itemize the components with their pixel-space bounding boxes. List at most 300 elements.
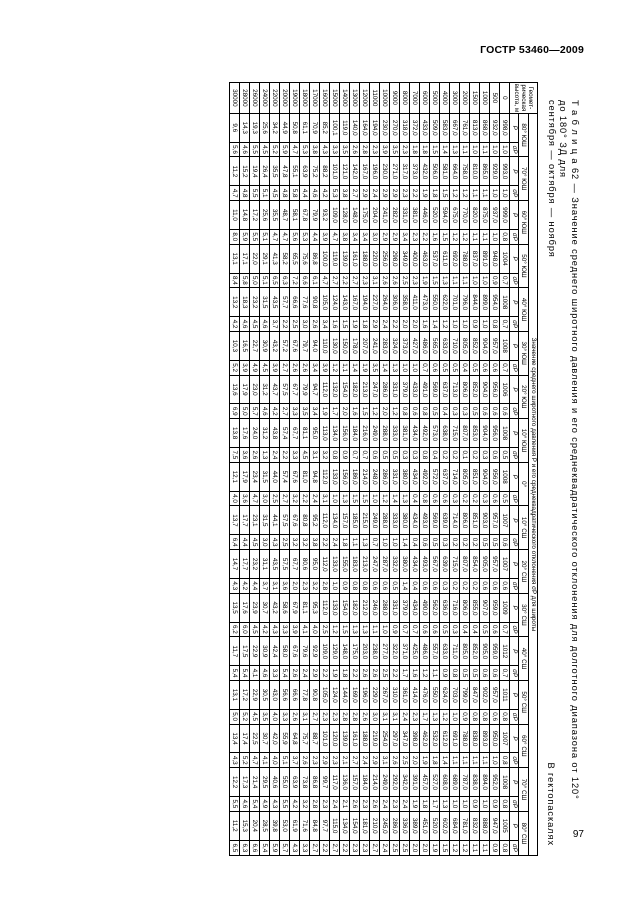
pressure-cell: 64,8 bbox=[289, 724, 299, 753]
sigma-cell: 0,5 bbox=[429, 404, 439, 419]
sigma-cell: 3,4 bbox=[399, 229, 409, 244]
pressure-cell: 31,1 bbox=[259, 550, 269, 579]
pressure-cell: 22,9 bbox=[249, 637, 259, 666]
sigma-cell: 4,5 bbox=[259, 360, 269, 375]
sigma-cell: 1,9 bbox=[419, 186, 429, 201]
pressure-cell: 342,0 bbox=[399, 768, 409, 797]
pressure-cell: 381,0 bbox=[399, 419, 409, 448]
pressure-cell: 959,0 bbox=[489, 637, 499, 666]
sigma-cell: 1,9 bbox=[359, 360, 369, 375]
sigma-cell: 1,1 bbox=[469, 753, 479, 768]
sigma-cell: 1,0 bbox=[449, 317, 459, 332]
sigma-cell: 2,7 bbox=[329, 840, 339, 855]
pressure-cell: 569,0 bbox=[429, 506, 439, 535]
pressure-cell: 581,0 bbox=[439, 157, 449, 186]
pressure-cell: 13,2 bbox=[229, 288, 239, 317]
pressure-cell: 13,4 bbox=[229, 724, 239, 753]
pressure-cell: 238,0 bbox=[369, 637, 379, 666]
altitude-cell: 8000 bbox=[399, 83, 409, 114]
sigma-cell: 2,0 bbox=[379, 404, 389, 419]
sigma-cell: 1,9 bbox=[329, 666, 339, 681]
pressure-cell: 692,0 bbox=[449, 244, 459, 273]
sigma-cell: 0,6 bbox=[429, 578, 439, 593]
pressure-cell: 947,0 bbox=[489, 811, 499, 840]
pressure-cell: 770,0 bbox=[459, 201, 469, 230]
sigma-cell: 0,9 bbox=[469, 317, 479, 332]
sigma-cell: 0,5 bbox=[389, 448, 399, 463]
sigma-cell: 2,3 bbox=[399, 186, 409, 201]
pressure-cell: 271,0 bbox=[389, 157, 399, 186]
sigma-cell: 3,1 bbox=[299, 709, 309, 724]
pressure-cell: 184,0 bbox=[349, 419, 359, 448]
sigma-cell: 3,7 bbox=[259, 578, 269, 593]
sigma-cell: 2,4 bbox=[379, 840, 389, 855]
pressure-cell: 229,0 bbox=[369, 680, 379, 709]
pressure-cell: 332,0 bbox=[389, 550, 399, 579]
pressure-cell: 788,0 bbox=[459, 244, 469, 273]
pressure-cell: 899,0 bbox=[479, 288, 489, 317]
sigma-cell: 3,8 bbox=[339, 186, 349, 201]
latitude-header: 80° СШ bbox=[519, 811, 528, 855]
pressure-cell: 853,0 bbox=[469, 419, 479, 448]
sigma-cell: 0,9 bbox=[439, 666, 449, 681]
pressure-cell: 109,0 bbox=[329, 201, 339, 230]
sigma-cell: 0,3 bbox=[459, 404, 469, 419]
pressure-cell: 22,7 bbox=[249, 331, 259, 360]
table-row bbox=[369, 83, 379, 856]
pressure-cell: 336,0 bbox=[399, 811, 409, 840]
pressure-cell: 434,0 bbox=[409, 462, 419, 491]
sigma-cell: 0,6 bbox=[409, 404, 419, 419]
pressure-cell: 371,0 bbox=[399, 637, 409, 666]
sigma-cell: 4,3 bbox=[319, 142, 329, 157]
pressure-cell: 799,0 bbox=[459, 680, 469, 709]
pressure-cell: 14,3 bbox=[239, 113, 249, 142]
pressure-cell: 639,0 bbox=[439, 550, 449, 579]
sigma-cell: 0,5 bbox=[379, 448, 389, 463]
sigma-cell: 0,6 bbox=[479, 578, 489, 593]
pressure-cell: 212,0 bbox=[359, 593, 369, 622]
pressure-cell: 433,0 bbox=[419, 113, 429, 142]
sigma-cell: 2,7 bbox=[309, 709, 319, 724]
sigma-cell: 3,0 bbox=[259, 535, 269, 550]
sigma-cell: 1,8 bbox=[339, 535, 349, 550]
pressure-cell: 427,0 bbox=[409, 331, 419, 360]
sigma-cell: 0,3 bbox=[409, 448, 419, 463]
sigma-cell: 6,1 bbox=[309, 273, 319, 288]
pressure-cell: 29,5 bbox=[259, 768, 269, 797]
pressure-cell: 184,0 bbox=[359, 768, 369, 797]
sigma-cell: 2,5 bbox=[389, 840, 399, 855]
sigma-cell: 4,4 bbox=[299, 186, 309, 201]
sigma-cell: 4,5 bbox=[269, 186, 279, 201]
sigma-cell: 0,8 bbox=[499, 840, 509, 855]
sigma-cell: 0,8 bbox=[399, 404, 409, 419]
pressure-cell: 758,0 bbox=[459, 157, 469, 186]
sigma-cell: 4,1 bbox=[249, 666, 259, 681]
pressure-cell: 22,9 bbox=[249, 680, 259, 709]
pressure-cell: 701,0 bbox=[449, 288, 459, 317]
pressure-cell: 318,0 bbox=[399, 113, 409, 142]
pressure-cell: 140,0 bbox=[349, 113, 359, 142]
sigma-cell: 6,6 bbox=[299, 273, 309, 288]
pressure-cell: 433,0 bbox=[409, 375, 419, 404]
sigma-cell: 3,6 bbox=[239, 448, 249, 463]
pressure-cell: 537,0 bbox=[429, 244, 439, 273]
sigma-cell: 1,1 bbox=[479, 229, 489, 244]
pressure-cell: 17,2 bbox=[249, 201, 259, 230]
pressure-cell: 703,0 bbox=[449, 680, 459, 709]
pressure-cell: 43,5 bbox=[269, 288, 279, 317]
sigma-cell: 2,4 bbox=[379, 317, 389, 332]
sigma-cell: 0,5 bbox=[469, 360, 479, 375]
sigma-cell: 5,7 bbox=[249, 404, 259, 419]
pressure-cell: 154,0 bbox=[339, 375, 349, 404]
sigma-cell: 0,8 bbox=[449, 666, 459, 681]
sigma-cell: 2,6 bbox=[389, 273, 399, 288]
sigma-cell: 2,7 bbox=[369, 840, 379, 855]
pressure-cell: 55,1 bbox=[289, 157, 299, 186]
sigma-cell: 0,5 bbox=[499, 448, 509, 463]
pressure-cell: 25,6 bbox=[259, 113, 269, 142]
pressure-cell: 550,0 bbox=[429, 680, 439, 709]
pressure-cell: 148,0 bbox=[349, 201, 359, 230]
sigma-subheader: σP bbox=[509, 229, 518, 244]
pressure-subheader: P bbox=[509, 593, 518, 622]
pressure-cell: 39,8 bbox=[269, 811, 279, 840]
sigma-cell: 1,0 bbox=[499, 186, 509, 201]
pressure-cell: 569,0 bbox=[429, 375, 439, 404]
sigma-cell: 4,3 bbox=[269, 797, 279, 812]
sigma-cell: 0,7 bbox=[409, 622, 419, 637]
rotated-table-block bbox=[46, 82, 582, 856]
altitude-cell: 0 bbox=[499, 83, 509, 114]
table-row bbox=[319, 83, 329, 856]
pressure-cell: 434,0 bbox=[409, 419, 419, 448]
sigma-subheader: σP bbox=[509, 578, 518, 593]
pressure-cell: 902,0 bbox=[479, 680, 489, 709]
sigma-cell: 1,0 bbox=[449, 709, 459, 724]
altitude-cell: 2000 bbox=[459, 83, 469, 114]
altitude-cell: 28000 bbox=[239, 83, 249, 114]
sigma-cell: 4,2 bbox=[319, 186, 329, 201]
pressure-cell: 13,1 bbox=[229, 680, 239, 709]
pressure-cell: 157,0 bbox=[349, 768, 359, 797]
pressure-cell: 379,0 bbox=[399, 375, 409, 404]
sigma-subheader: σP bbox=[509, 622, 518, 637]
sigma-cell: 2,3 bbox=[409, 709, 419, 724]
sigma-cell: 6,9 bbox=[229, 404, 239, 419]
altitude-cell: 5000 bbox=[429, 83, 439, 114]
pressure-cell: 220,0 bbox=[369, 244, 379, 273]
pressure-cell: 67,6 bbox=[289, 506, 299, 535]
sigma-cell: 0,6 bbox=[369, 448, 379, 463]
pressure-cell: 88,7 bbox=[309, 724, 319, 753]
pressure-cell: 716,0 bbox=[449, 593, 459, 622]
sigma-cell: 2,1 bbox=[339, 753, 349, 768]
sigma-cell: 2,9 bbox=[379, 229, 389, 244]
pressure-cell: 473,0 bbox=[419, 288, 429, 317]
pressure-cell: 310,0 bbox=[389, 680, 399, 709]
sigma-cell: 0,4 bbox=[459, 622, 469, 637]
table-row bbox=[289, 83, 299, 856]
pressure-cell: 13,7 bbox=[229, 506, 239, 535]
pressure-cell: 331,0 bbox=[389, 375, 399, 404]
pressure-cell: 888,0 bbox=[479, 811, 489, 840]
sigma-cell: 1,8 bbox=[429, 186, 439, 201]
sigma-cell: 0,5 bbox=[439, 360, 449, 375]
sigma-cell: 1,0 bbox=[489, 753, 499, 768]
sigma-cell: 3,8 bbox=[309, 535, 319, 550]
pressure-cell: 164,0 bbox=[359, 113, 369, 142]
pressure-cell: 256,0 bbox=[379, 244, 389, 273]
pressure-cell: 79,9 bbox=[299, 375, 309, 404]
sigma-cell: 3,7 bbox=[289, 753, 299, 768]
sigma-cell: 4,4 bbox=[249, 578, 259, 593]
sigma-cell: 5,9 bbox=[269, 840, 279, 855]
sigma-cell: 2,3 bbox=[319, 797, 329, 812]
sigma-cell: 1,8 bbox=[429, 753, 439, 768]
table-row bbox=[269, 83, 279, 856]
sigma-cell: 2,4 bbox=[269, 448, 279, 463]
sigma-cell: 0,9 bbox=[459, 709, 469, 724]
pressure-subheader: P bbox=[509, 811, 518, 840]
sigma-cell: 2,3 bbox=[409, 273, 419, 288]
sigma-cell: 0,8 bbox=[499, 229, 509, 244]
sigma-cell: 0,9 bbox=[389, 622, 399, 637]
pressure-cell: 43,5 bbox=[269, 550, 279, 579]
pressure-cell: 109,0 bbox=[319, 637, 329, 666]
sigma-cell: 4,7 bbox=[319, 273, 329, 288]
sigma-cell: 1,5 bbox=[359, 404, 369, 419]
sigma-cell: 5,0 bbox=[249, 273, 259, 288]
sigma-cell: 2,6 bbox=[369, 666, 379, 681]
sigma-cell: 1,1 bbox=[479, 186, 489, 201]
pressure-cell: 372,0 bbox=[409, 113, 419, 142]
sigma-cell: 0,4 bbox=[459, 360, 469, 375]
pressure-cell: 22,5 bbox=[249, 724, 259, 753]
pressure-cell: 150,0 bbox=[339, 331, 349, 360]
sigma-cell: 3,0 bbox=[299, 317, 309, 332]
pressure-cell: 23,9 bbox=[249, 593, 259, 622]
sigma-cell: 0,5 bbox=[489, 535, 499, 550]
pressure-cell: 100,0 bbox=[319, 244, 329, 273]
standard-number: ГОСТР 53460—2009 bbox=[480, 44, 584, 56]
sigma-subheader: σP bbox=[509, 186, 518, 201]
sigma-cell: 3,1 bbox=[379, 709, 389, 724]
pressure-subheader: P bbox=[509, 288, 518, 317]
sigma-cell: 3,3 bbox=[289, 448, 299, 463]
sigma-cell: 1,3 bbox=[399, 491, 409, 506]
sigma-cell: 4,7 bbox=[269, 229, 279, 244]
sigma-cell: 1,2 bbox=[329, 360, 339, 375]
pressure-cell: 210,0 bbox=[369, 811, 379, 840]
sigma-cell: 1,5 bbox=[439, 186, 449, 201]
sigma-cell: 3,6 bbox=[279, 578, 289, 593]
sigma-subheader: σP bbox=[509, 491, 518, 506]
pressure-cell: 277,0 bbox=[379, 637, 389, 666]
sigma-cell: 0,7 bbox=[419, 360, 429, 375]
sigma-cell: 2,8 bbox=[359, 142, 369, 157]
pressure-cell: 1004 bbox=[499, 244, 509, 273]
pressure-cell: 463,0 bbox=[419, 244, 429, 273]
pressure-cell: 230,0 bbox=[379, 113, 389, 142]
pressure-cell: 283,0 bbox=[379, 331, 389, 360]
sigma-cell: 2,4 bbox=[329, 535, 339, 550]
pressure-cell: 267,0 bbox=[379, 680, 389, 709]
sigma-cell: 5,7 bbox=[279, 840, 289, 855]
pressure-cell: 13,8 bbox=[229, 419, 239, 448]
pressure-cell: 12,2 bbox=[229, 768, 239, 797]
sigma-cell: 1,5 bbox=[439, 229, 449, 244]
pressure-cell: 14,7 bbox=[229, 550, 239, 579]
pressure-cell: 67,6 bbox=[289, 462, 299, 491]
sigma-subheader: σP bbox=[509, 797, 518, 812]
sigma-cell: 0,8 bbox=[499, 797, 509, 812]
sigma-cell: 0,6 bbox=[439, 491, 449, 506]
pressure-cell: 249,0 bbox=[369, 419, 379, 448]
pressure-cell: 476,0 bbox=[419, 680, 429, 709]
sigma-cell: 1,2 bbox=[439, 317, 449, 332]
sigma-cell: 1,3 bbox=[429, 709, 439, 724]
sigma-cell: 0,5 bbox=[479, 622, 489, 637]
table-row bbox=[389, 83, 399, 856]
pressure-cell: 95,0 bbox=[309, 550, 319, 579]
sigma-cell: 2,6 bbox=[369, 797, 379, 812]
sigma-subheader: σP bbox=[509, 317, 518, 332]
sigma-cell: 4,2 bbox=[229, 317, 239, 332]
pressure-cell: 90,8 bbox=[309, 288, 319, 317]
sigma-cell: 3,6 bbox=[239, 491, 249, 506]
table-row bbox=[239, 83, 249, 856]
pressure-cell: 493,0 bbox=[419, 550, 429, 579]
pressure-cell: 57,5 bbox=[279, 550, 289, 579]
pressure-cell: 583,0 bbox=[439, 113, 449, 142]
sigma-cell: 1,9 bbox=[409, 797, 419, 812]
sigma-cell: 0,6 bbox=[479, 360, 489, 375]
sigma-cell: 2,3 bbox=[389, 797, 399, 812]
sigma-cell: 3,3 bbox=[289, 404, 299, 419]
sigma-cell: 1,1 bbox=[349, 535, 359, 550]
pressure-cell: 182,0 bbox=[349, 593, 359, 622]
sigma-cell: 0,3 bbox=[479, 491, 489, 506]
sigma-cell: 1,4 bbox=[439, 142, 449, 157]
pressure-cell: 132,0 bbox=[329, 375, 339, 404]
sigma-cell: 2,5 bbox=[399, 273, 409, 288]
sigma-cell: 1,2 bbox=[459, 840, 469, 855]
sigma-cell: 4,6 bbox=[239, 142, 249, 157]
pressure-cell: 92,9 bbox=[309, 637, 319, 666]
sigma-cell: 1,4 bbox=[399, 578, 409, 593]
sigma-cell: 1,0 bbox=[489, 186, 499, 201]
pressure-cell: 287,0 bbox=[379, 550, 389, 579]
sigma-subheader: σP bbox=[509, 142, 518, 157]
pressure-cell: 30,9 bbox=[259, 331, 269, 360]
pressure-cell: 23,2 bbox=[249, 288, 259, 317]
pressure-cell: 31,5 bbox=[259, 506, 269, 535]
pressure-cell: 379,0 bbox=[399, 593, 409, 622]
sigma-cell: 0,5 bbox=[469, 666, 479, 681]
pressure-cell: 194,0 bbox=[359, 288, 369, 317]
pressure-cell: 57,4 bbox=[279, 419, 289, 448]
pressure-cell: 550,0 bbox=[429, 288, 439, 317]
altitude-cell: 10000 bbox=[379, 83, 389, 114]
pressure-cell: 903,0 bbox=[479, 506, 489, 535]
pressure-cell: 689,0 bbox=[449, 768, 459, 797]
table-row bbox=[479, 83, 489, 856]
pressure-cell: 204,0 bbox=[369, 201, 379, 230]
sigma-cell: 5,4 bbox=[249, 797, 259, 812]
sigma-cell: 3,9 bbox=[379, 142, 389, 157]
sigma-cell: 3,3 bbox=[329, 142, 339, 157]
sigma-cell: 4,8 bbox=[279, 186, 289, 201]
sigma-cell: 0,2 bbox=[449, 535, 459, 550]
sigma-cell: 2,0 bbox=[419, 840, 429, 855]
sigma-cell: 1,0 bbox=[399, 360, 409, 375]
pressure-cell: 48,7 bbox=[279, 201, 289, 230]
pressure-cell: 457,0 bbox=[419, 768, 429, 797]
sigma-cell: 1,5 bbox=[339, 622, 349, 637]
pressure-cell: 806,0 bbox=[459, 593, 469, 622]
pressure-cell: 161,0 bbox=[349, 724, 359, 753]
pressure-cell: 675,0 bbox=[449, 201, 459, 230]
sigma-cell: 3,3 bbox=[269, 666, 279, 681]
pressure-cell: 130,0 bbox=[329, 331, 339, 360]
sigma-cell: 2,6 bbox=[299, 360, 309, 375]
pressure-cell: 891,0 bbox=[479, 244, 489, 273]
sigma-cell: 2,7 bbox=[349, 273, 359, 288]
pressure-cell: 80,6 bbox=[299, 550, 309, 579]
pressure-cell: 246,0 bbox=[369, 593, 379, 622]
latitude-header: 20° СШ bbox=[519, 550, 528, 594]
pressure-cell: 573,0 bbox=[429, 419, 439, 448]
sigma-cell: 2,0 bbox=[409, 753, 419, 768]
sigma-cell: 2,9 bbox=[319, 753, 329, 768]
sigma-cell: 5,3 bbox=[299, 229, 309, 244]
sigma-cell: 7,5 bbox=[229, 448, 239, 463]
sigma-cell: 0,2 bbox=[449, 578, 459, 593]
sigma-cell: 2,9 bbox=[379, 186, 389, 201]
sigma-cell: 1,0 bbox=[489, 229, 499, 244]
sigma-cell: 0,9 bbox=[489, 840, 499, 855]
pressure-cell: 594,0 bbox=[439, 201, 449, 230]
sigma-cell: 3,4 bbox=[309, 360, 319, 375]
sigma-cell: 4,0 bbox=[269, 753, 279, 768]
sigma-cell: 1,2 bbox=[379, 491, 389, 506]
pressure-cell: 67,6 bbox=[289, 637, 299, 666]
table-row bbox=[309, 83, 319, 856]
pressure-cell: 633,0 bbox=[439, 331, 449, 360]
pressure-cell: 63,9 bbox=[289, 768, 299, 797]
sigma-cell: 3,1 bbox=[309, 448, 319, 463]
sigma-cell: 1,4 bbox=[439, 753, 449, 768]
sigma-cell: 5,5 bbox=[249, 229, 259, 244]
sigma-cell: 4,3 bbox=[269, 622, 279, 637]
sigma-cell: 5,1 bbox=[259, 273, 269, 288]
table-row bbox=[249, 83, 259, 856]
sigma-cell: 1,0 bbox=[479, 797, 489, 812]
pressure-cell: 249,0 bbox=[379, 768, 389, 797]
altitude-cell: 22000 bbox=[269, 83, 279, 114]
pressure-cell: 75,2 bbox=[309, 157, 319, 186]
pressure-subheader: P bbox=[509, 113, 518, 142]
sigma-cell: 2,7 bbox=[349, 186, 359, 201]
pressure-cell: 432,0 bbox=[419, 157, 429, 186]
sigma-cell: 6,5 bbox=[229, 840, 239, 855]
pressure-cell: 194,0 bbox=[369, 113, 379, 142]
sigma-cell: 4,9 bbox=[259, 797, 269, 812]
sigma-cell: 1,6 bbox=[419, 317, 429, 332]
